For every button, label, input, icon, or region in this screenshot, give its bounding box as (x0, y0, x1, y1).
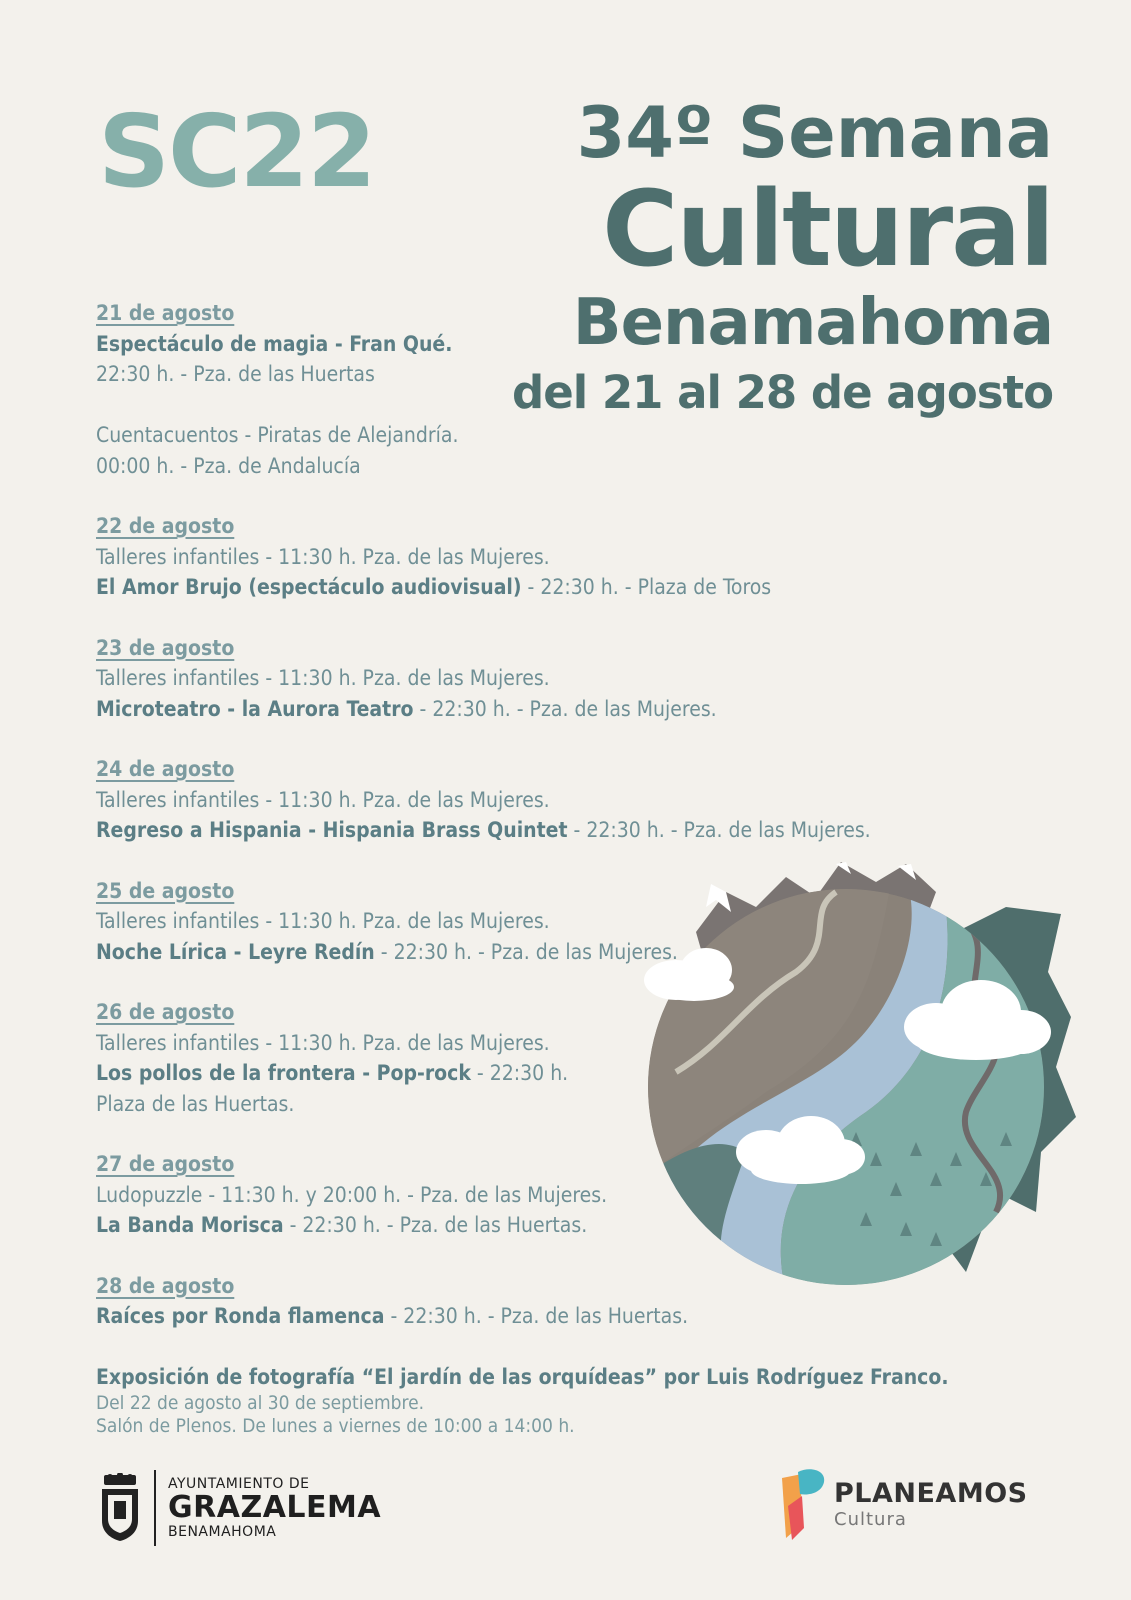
title-line-3: Benamahoma (572, 286, 1053, 360)
event-title: Regreso a Hispania - Hispania Brass Quintet (96, 818, 568, 842)
event-line (96, 663, 976, 694)
ayuntamiento-logo (98, 1470, 381, 1546)
event-title: La Banda Morisca (96, 1213, 284, 1237)
title-dates: del 21 al 28 de agosto (512, 366, 1053, 419)
day-date: 28 de agosto (96, 1273, 235, 1298)
program-day (96, 511, 976, 603)
crest-icon (98, 1473, 142, 1543)
event-detail: Talleres infantiles - 11:30 h. Pza. de las Mujeres. (96, 909, 550, 933)
day-date: 26 de agosto (96, 1000, 235, 1024)
event-detail: - 22:30 h. - Pza. de las Mujeres. (567, 818, 871, 842)
event-detail: - 22:30 h. - Pza. de las Mujeres. (413, 696, 717, 721)
event-line (96, 390, 976, 421)
ayto-top: AYUNTAMIENTO DE (168, 1476, 310, 1492)
program-day (96, 633, 976, 725)
divider (154, 1470, 156, 1546)
event-line (96, 572, 976, 603)
event-line (96, 451, 976, 482)
event-detail: Talleres infantiles - 11:30 h. Pza. de las Mujeres. (96, 666, 550, 690)
event-line (96, 542, 976, 573)
event-detail: Plaza de las Huertas. (96, 1091, 295, 1116)
event-detail: - 22:30 h. - Pza. de las Mujeres. (374, 939, 678, 964)
event-line (96, 694, 976, 725)
event-line (96, 1301, 976, 1332)
ayto-main: GRAZALEMA (168, 1490, 382, 1525)
event-detail: 22:30 h. - Pza. de las Huertas (96, 362, 375, 386)
title-line-2: Cultural (602, 168, 1053, 290)
event-line (96, 785, 976, 816)
globe-illustration (636, 852, 1076, 1292)
day-date: 27 de agosto (96, 1152, 235, 1176)
day-date: 24 de agosto (96, 757, 235, 781)
event-detail: Ludopuzzle - 11:30 h. y 20:00 h. - Pza. de las Mujeres. (96, 1182, 608, 1207)
event-detail: Talleres infantiles - 11:30 h. Pza. de las Mujeres. (96, 544, 550, 569)
event-detail: 00:00 h. - Pza. de Andalucía (96, 453, 361, 478)
event-line (96, 420, 976, 451)
event-detail: - 22:30 h. - Plaza de Toros (521, 575, 772, 599)
event-detail: - 22:30 h. (470, 1061, 569, 1085)
event-detail: Talleres infantiles - 11:30 h. Pza. de las Mujeres. (96, 1030, 550, 1055)
event-line (96, 329, 976, 360)
day-date: 22 de agosto (96, 514, 235, 538)
planeamos-text: PLANEAMOS (834, 1477, 1028, 1509)
event-detail: - 22:30 h. - Pza. de las Huertas. (283, 1213, 588, 1237)
day-date: 25 de agosto (96, 878, 235, 903)
planeamos-mark-icon (780, 1466, 826, 1542)
sc22-logo: SC22 (98, 93, 375, 210)
program-day (96, 754, 976, 846)
exposition-place: Salón de Plenos. De lunes a viernes de 10:00 a 14:00 h. (96, 1415, 575, 1437)
title-line-1: 34º Semana (576, 92, 1053, 174)
planeamos-logo (780, 1466, 1028, 1542)
program-day (96, 298, 976, 481)
ayto-sub: BENAMAHOMA (168, 1524, 277, 1540)
event-title: Los pollos de la frontera - Pop-rock (96, 1061, 471, 1085)
event-detail: Talleres infantiles - 11:30 h. Pza. de las Mujeres. (96, 787, 550, 812)
exposition-dates: Del 22 de agosto al 30 de septiembre. (96, 1392, 425, 1414)
event-line (96, 359, 976, 390)
event-title: El Amor Brujo (espectáculo audiovisual) (96, 575, 522, 599)
event-title: Espectáculo de magia - Fran Qué. (96, 331, 453, 356)
exposition-title: Exposición de fotografía “El jardín de las orquídeas” por Luis Rodríguez Franco. (96, 1364, 949, 1389)
event-title: Noche Lírica - Leyre Redín (96, 939, 375, 964)
event-detail: Cuentacuentos - Piratas de Alejandría. (96, 423, 459, 447)
event-title: Microteatro - la Aurora Teatro (96, 696, 414, 721)
event-detail: - 22:30 h. - Pza. de las Huertas. (384, 1304, 689, 1328)
day-date: 21 de agosto (96, 301, 235, 325)
day-date: 23 de agosto (96, 635, 235, 660)
event-line (96, 815, 976, 846)
event-title: Raíces por Ronda flamenca (96, 1304, 385, 1328)
exposition (96, 1362, 976, 1439)
cultura-text: Cultura (834, 1508, 907, 1530)
